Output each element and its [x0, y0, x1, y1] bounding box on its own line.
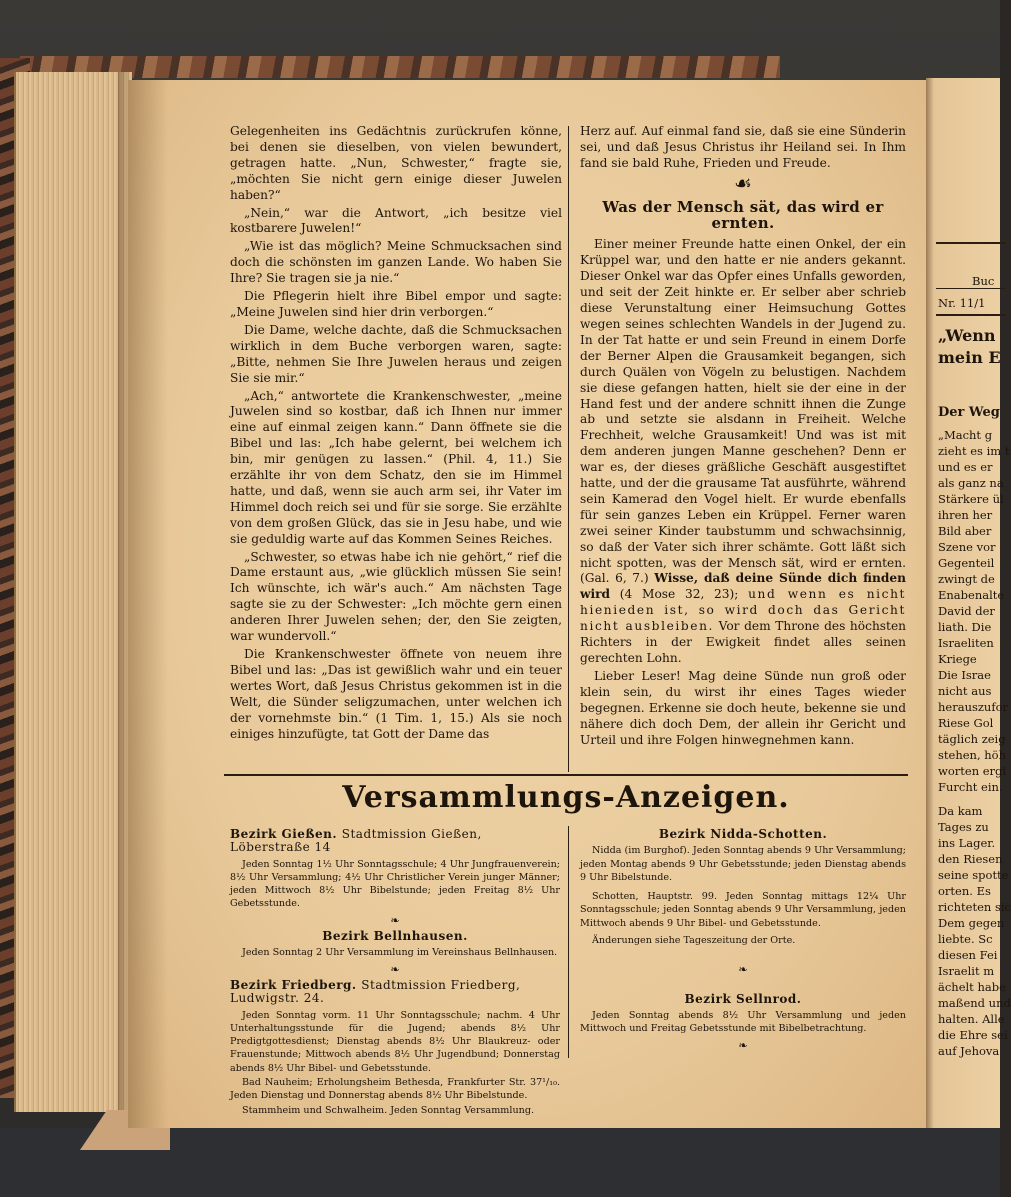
next-page-text: Nr. 11/1 — [938, 296, 986, 310]
next-page-text: ins Lager. — [938, 836, 996, 850]
next-page-text: und es er — [938, 460, 993, 474]
ornament-icon: ❧ — [390, 962, 400, 976]
ad-text: Jeden Sonntag abends 8½ Uhr Versammlung und jeden Mittwoch und Freitag Gebetsstunde mit Bibelbetrachtung. — [580, 1009, 906, 1035]
gutter-shadow — [128, 80, 168, 1128]
ad-text: Stammheim und Schwalheim. Jeden Sonntag Versammlung. — [242, 1104, 535, 1116]
next-page-text: Da kam — [938, 804, 983, 818]
next-page-rule — [936, 288, 1006, 289]
marbled-cover-top — [20, 56, 780, 78]
next-page-text: diesen Fei — [938, 948, 998, 962]
article-paragraph: „Wie ist das möglich? Meine Schmucksachen sind doch die schönsten im ganzen Lande. Wo haben Sie Ihre? Sie tragen sie ja nie.“ — [230, 239, 562, 286]
ornament-icon: ❧ — [390, 913, 400, 927]
next-page-text: Gegenteil — [938, 556, 995, 570]
article-paragraph: Gelegenheiten ins Gedächtnis zurückrufen könne, bei denen sie dieselben, von vielen bewundert, getragen hatte. „Nun, Schwester,“ fragte sie, „möchten Sie nicht gern einige dieser Juwelen haben?“ — [230, 124, 562, 202]
next-page-text: David der — [938, 604, 995, 618]
article-paragraph: Die Krankenschwester öffnete von neuem ihre Bibel und las: „Das ist gewißlich wahr und ein teuer wertes Wort, daß Jesus Christus gekommen ist in die Welt, die Sünder seligzumachen, unter welchen ich der vornehmste bin.“ (1 Tim. 1, 15.) Als sie noch einiges hinzufügte, tat Gott der Dame das — [230, 647, 562, 741]
ad-address: Stadtmission Friedberg, Ludwigstr. 24. — [230, 977, 521, 1006]
next-page-text: Stärkere ül — [938, 492, 1004, 506]
next-page-text: seine spotte — [938, 868, 1009, 882]
section-rule — [224, 774, 908, 776]
ad-text: Jeden Sonntag vorm. 11 Uhr Sonntagsschule; nachm. 4 Uhr Unterhaltungsstunde für die Jugend; abends 8½ Uhr Predigtgottesdienst; Dienstag abends 8½ Uhr Blaukreuz- oder Frauenstunde; Mittwoch abends 8½ Uhr Jugendbund; Donnerstag abends 8½ Uhr Bibel- und Gebetsstunde. — [230, 1009, 560, 1074]
article-continuation: Herz auf. Auf einmal fand sie, daß sie eine Sünderin sei, und daß Jesus Christus ihr Heiland sei. In Ihm fand sie bald Ruhe, Frieden und Freude. — [580, 124, 906, 170]
next-page-text: worten ergi — [938, 764, 1007, 778]
ad-text: Änderungen siehe Tageszeitung der Orte. — [592, 935, 796, 947]
next-page-text: nicht aus — [938, 684, 992, 698]
next-page-text: zieht es im t — [938, 444, 1010, 458]
next-page-text: stehen, höh — [938, 748, 1006, 762]
ornament-icon: ☙ — [734, 170, 752, 195]
ad-district-name: Bezirk Friedberg. — [230, 977, 357, 992]
section-heading: Versammlungs-Anzeigen. — [342, 780, 790, 815]
next-page-text: zwingt de — [938, 572, 995, 586]
next-page-text: Dem gegen — [938, 916, 1005, 930]
next-page-text: Riese Gol — [938, 716, 994, 730]
article-text: Vor dem Throne des höchsten Richters in der Ewigkeit findet alles seinen gerechten Lohn. — [580, 619, 907, 665]
column-divider — [568, 126, 569, 772]
article-heading: Was der Mensch sät, das wird er ernten. — [602, 197, 884, 232]
ad-text: Nidda (im Burghof). Jeden Sonntag abends 9 Uhr Versammlung; jeden Montag abends 9 Uhr Gebetsstunde; jeden Dienstag abends 9 Uhr Bibelstunde. — [580, 845, 906, 883]
ad-district-name: Bezirk Gießen. — [230, 827, 338, 841]
next-page-text: Kriege — [938, 652, 977, 666]
article-text: Einer meiner Freunde hatte einen Onkel, der ein Krüppel war, und den hatte er nie anders gekannt. Dieser Onkel war das Opfer eines Unfalls geworden, und seit der Zeit hinkte er. Er selber aber schrieb diese Verunstaltung einer Heimsuchung Gottes wegen seines schlechten Wandels in der Jugend zu. In der Tat hatte er und sein Freund in einem Dorfe der Berner Alpen die Grausamkeit begangen, sich durch Quälen von Vögeln zu belustigen. Nachdem sie diese gefangen hatten, hielt sie der eine in der Hand fest und der andere schnitt ihnen die Zunge ab und setzte sie alsdann in Freiheit. Welche Frechheit, welche Grausamkeit! Und was ist mit dem anderen jungen Manne geschehen? Denn er war es, der dieses gräßliche Geschäft ausgestiftet hatte, und der die grausame Tat ausführte, während sein Kamerad den Vogel hielt. Er wurde ebenfalls für sein ganzes Leben ein Krüppel. Ferner waren zwei seiner Kinder taubstumm und schwachsinnig, so daß der Vater sich ihrer schämte. Gott läßt sich nicht spotten, was der Mensch sät, wird er ernten. (Gal. 6, 7.) — [580, 237, 906, 586]
next-page-text: liath. Die — [938, 620, 992, 634]
next-page-text: ächelt habe — [938, 980, 1006, 994]
ad-address: Stadtmission Gießen, Löberstraße 14 — [230, 827, 482, 855]
ad-text: Bad Nauheim; Erholungsheim Bethesda, Frankfurter Str. 37¹/₁₀. Jeden Dienstag und Donnerstag abends 8½ Uhr Bibelstunde. — [230, 1077, 560, 1102]
next-page-rule — [936, 314, 1006, 316]
spaced-text: und wenn es nicht hienieden ist, so wird doch das Gericht nicht ausbleiben. — [580, 587, 907, 634]
next-page-heading: mein E — [938, 348, 1001, 367]
ad-district-title: Bezirk Sellnrod. — [684, 991, 802, 1006]
article-paragraph: Die Dame, welche dachte, daß die Schmucksachen wirklich in dem Buche verborgen waren, sagte: „Bitte, nehmen Sie Ihre Juwelen heraus und zeigen Sie sie mir.“ — [230, 322, 562, 385]
next-page-text: Buc — [972, 274, 995, 288]
newspaper-page — [128, 80, 928, 1128]
next-page-text: Furcht ein. — [938, 780, 1003, 794]
next-page-heading: Der Weg — [938, 405, 1000, 420]
next-page-heading: „Wenn — [938, 326, 996, 345]
ad-text: Jeden Sonntag 2 Uhr Versammlung im Vereinshaus Bellnhausen. — [242, 947, 558, 959]
ad-district-title — [230, 828, 560, 855]
next-page-text: herauszufor — [938, 700, 1009, 714]
next-page-text: Israelit m — [938, 964, 995, 978]
right-article-column — [580, 124, 906, 750]
ads-left-column — [230, 826, 560, 1118]
article-paragraph: „Ach,“ antwortete die Krankenschwester, „meine Juwelen sind so kostbar, daß ich Ihnen nur immer eine auf einmal zeigen kann.“ Dann öffnete sie die Bibel und las: „Ich habe gelernt, bei welchem ich bin, mir genügen zu lassen.“ (Phil. 4, 11.) Sie erzählte ihr von dem Schatz, den sie im Himmel hatte, und daß, wenn sie auch arm sei, ihr Vater im Himmel doch reich sei und für sie sorge. Sie erzählte von dem großen Glück, das sie in Jesu habe, und wie sie geduldig warte auf das Kommen Seines Reiches. — [230, 388, 562, 546]
article-paragraph — [580, 237, 906, 666]
next-page-text: richteten sic — [938, 900, 1011, 914]
ad-district-title: Bezirk Bellnhausen. — [322, 929, 468, 944]
next-page-rule — [936, 242, 1006, 244]
article-paragraph: „Schwester, so etwas habe ich nie gehört,“ rief die Dame erstaunt aus, „wie glücklich müssen Sie sein! Ich wünschte, ich wär's auch.“ Am nächsten Tage sagte sie zu der Schwester: „Ich möchte gern einen anderen Ihrer Juwelen sehen; der, den Sie zeigten, war wundervoll.“ — [230, 549, 562, 644]
next-page-text: Israeliten — [938, 636, 994, 650]
next-page-edge — [926, 78, 1011, 1128]
bible-reference: (4 Mose 32, 23); — [619, 587, 739, 602]
next-page-text: maßend und — [938, 996, 1011, 1010]
next-page-text: orten. Es — [938, 884, 991, 898]
book-page-edges — [14, 72, 132, 1112]
next-page-text: als ganz na — [938, 476, 1004, 490]
next-page-text: „Macht g — [938, 428, 993, 442]
ads-right-column — [580, 826, 906, 1055]
ad-district-title — [230, 979, 560, 1006]
article-paragraph: Die Pflegerin hielt ihre Bibel empor und sagte: „Meine Juwelen sind hier drin verborgen.“ — [230, 289, 562, 319]
next-page-text: Szene vor — [938, 540, 996, 554]
article-paragraph: „Nein,“ war die Antwort, „ich besitze viel kostbarere Juwelen!“ — [230, 205, 562, 236]
next-page-text: Bild aber — [938, 524, 992, 538]
next-page-text: den Riesen — [938, 852, 1003, 866]
ads-column-divider — [568, 826, 569, 1058]
next-page-text: Die Israe — [938, 668, 991, 682]
next-page-text: auf Jehova — [938, 1044, 1000, 1058]
ad-district-title: Bezirk Nidda-Schotten. — [658, 827, 828, 841]
article-paragraph: Lieber Leser! Mag deine Sünde nun groß oder klein sein, du wirst ihr eines Tages wieder begegnen. Erkenne sie doch heute, bekenne sie und nähere dich doch Dem, der allein ihr Gericht und Urteil und ihre Folgen hinwegnehmen kann. — [580, 668, 906, 747]
next-page-text: Tages zu — [938, 820, 989, 834]
next-page-text: täglich zeig — [938, 732, 1006, 746]
next-page-text: Enabenalte — [938, 588, 1005, 602]
ornament-icon: ❧ — [738, 1038, 748, 1052]
ad-text: Schotten, Hauptstr. 99. Jeden Sonntag mittags 12¼ Uhr Sonntagsschule; jeden Sonntag abends 9 Uhr Versammlung, jeden Mittwoch abends 9 Uhr Bibel- und Gebetsstunde. — [580, 891, 906, 929]
ad-text: Jeden Sonntag 1½ Uhr Sonntagsschule; 4 Uhr Jungfrauenverein; 8½ Uhr Versammlung; 4½ Uhr Christlicher Verein junger Männer; jeden Mittwoch 8½ Uhr Bibelstunde; jeden Freitag 8½ Uhr Gebetsstunde. — [230, 858, 560, 910]
next-page-text: halten. Alle — [938, 1012, 1005, 1026]
left-article-column — [230, 124, 562, 744]
ornament-icon: ❧ — [738, 963, 748, 977]
next-page-text: die Ehre sei — [938, 1028, 1008, 1042]
next-page-text: ihren her — [938, 508, 993, 522]
emphasized-quote: Wisse, daß deine Sünde dich finden wird — [580, 571, 906, 602]
next-page-text: liebte. Sc — [938, 932, 993, 946]
